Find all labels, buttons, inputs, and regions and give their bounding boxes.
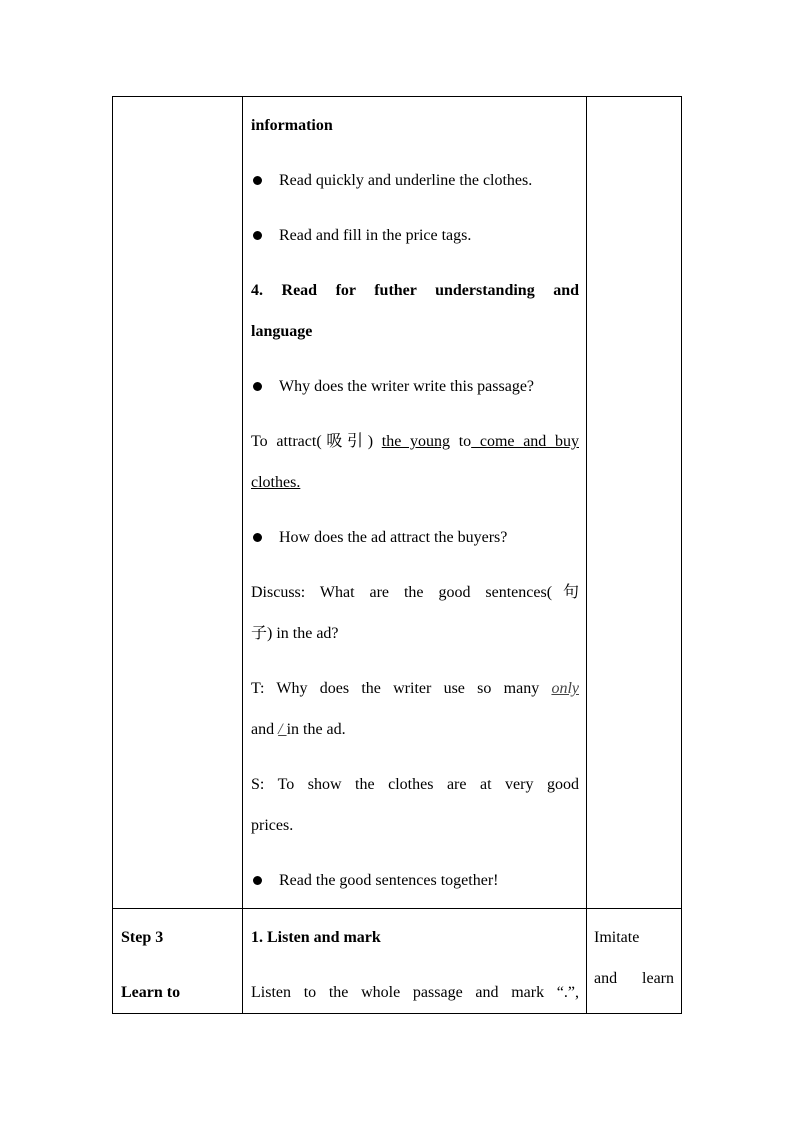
purpose-cell — [587, 909, 682, 1014]
answer-attract-line2 — [251, 462, 579, 503]
underlined-answer: the young — [381, 433, 451, 450]
list-item — [251, 366, 579, 407]
heading-information: information — [251, 117, 333, 134]
lesson-plan-table — [112, 96, 682, 1014]
activity-cell — [243, 97, 587, 909]
teacher-question-line1 — [251, 668, 579, 709]
listen-mark-text: Listen to the whole passage and mark “.”, — [251, 984, 579, 1001]
section-heading-4-line2: language — [251, 323, 313, 340]
answer-text: To attract(吸引) — [251, 433, 382, 450]
bullet-dot-icon — [253, 533, 262, 542]
step-cell — [113, 909, 243, 1014]
bullet-text: Read the good sentences together! — [279, 872, 499, 889]
section-heading-4-line1: 4. Read for futher understanding and — [251, 282, 579, 299]
bullet-text: Read quickly and underline the clothes. — [279, 172, 533, 189]
bullet-dot-icon — [253, 231, 262, 240]
left-cell-empty — [113, 97, 243, 909]
question-text: T: Why does the writer use so many — [251, 680, 552, 697]
listen-mark-title: 1. Listen and mark — [251, 929, 381, 946]
underlined-mark: / — [278, 721, 287, 738]
right-cell-empty — [587, 97, 682, 909]
list-item — [251, 215, 579, 256]
step-label: Step 3 — [121, 929, 164, 946]
bullet-dot-icon — [253, 382, 262, 391]
bullet-dot-icon — [253, 176, 262, 185]
bullet-text: Read and fill in the price tags. — [279, 227, 472, 244]
table-row — [113, 909, 682, 1014]
underlined-word-only: only — [551, 680, 579, 697]
bullet-text: Why does the writer write this passage? — [279, 378, 535, 395]
list-item — [251, 517, 579, 558]
discuss-line2: 子) in the ad? — [251, 625, 339, 642]
question-text: in the ad. — [286, 721, 346, 738]
answer-text: to — [450, 433, 472, 450]
discuss-line1: Discuss: What are the good sentences(句 — [251, 584, 579, 601]
list-item — [251, 860, 579, 901]
bullet-dot-icon — [253, 876, 262, 885]
student-answer-line2: prices. — [251, 817, 294, 834]
purpose-imitate: Imitate — [594, 929, 640, 946]
teacher-question-line2 — [251, 709, 579, 750]
activity-cell — [243, 909, 587, 1014]
student-answer-line1: S: To show the clothes are at very good — [251, 776, 579, 793]
bullet-text: How does the ad attract the buyers? — [279, 529, 508, 546]
underlined-answer: clothes. — [251, 474, 301, 491]
step-title: Learn to — [121, 984, 181, 1001]
list-item — [251, 160, 579, 201]
purpose-and-learn: and learn — [594, 970, 674, 987]
underlined-answer: come and buy — [471, 433, 579, 450]
table-row — [113, 97, 682, 909]
question-text: and — [251, 721, 279, 738]
answer-attract-line1 — [251, 421, 579, 462]
